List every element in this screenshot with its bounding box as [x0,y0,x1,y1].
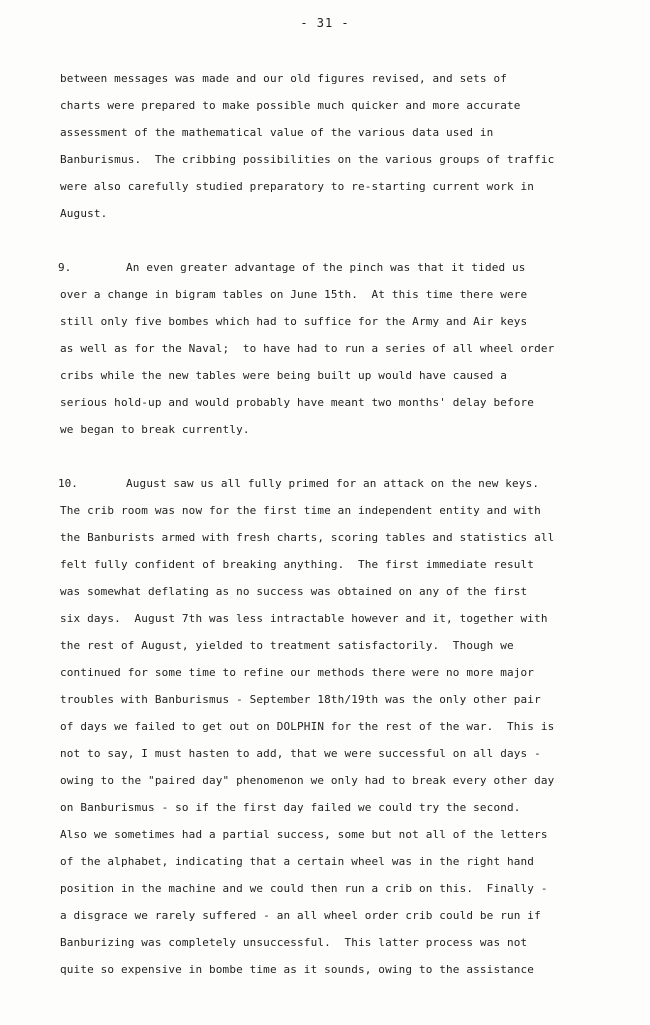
text-line: as well as for the Naval; to have had to run a series of all wheel order [60,342,555,355]
text-line: over a change in bigram tables on June 15th. At this time there were [60,288,528,301]
text-line: quite so expensive in bombe time as it sounds, owing to the assistance [60,963,535,976]
text-line: not to say, I must hasten to add, that we were successful on all days - [60,747,541,760]
text-line: August. [60,207,108,220]
text-line: The crib room was now for the first time an independent entity and with [60,504,541,517]
text-line: a disgrace we rarely suffered - an all wheel order crib could be run if [60,909,541,922]
text-line: between messages was made and our old figures revised, and sets of [60,72,507,85]
text-line: Also we sometimes had a partial success, some but not all of the letters [60,828,548,841]
text-line: six days. August 7th was less intractable however and it, together with [60,612,548,625]
text-line: An even greater advantage of the pinch was that it tided us [126,261,526,274]
text-line: charts were prepared to make possible much quicker and more accurate [60,99,521,112]
text-line: of the alphabet, indicating that a certain wheel was in the right hand [60,855,535,868]
text-line: serious hold-up and would probably have meant two months' delay before [60,396,535,409]
text-line: cribs while the new tables were being built up would have caused a [60,369,507,382]
text-line: Banburismus. The cribbing possibilities on the various groups of traffic [60,153,555,166]
text-line: August saw us all fully primed for an attack on the new keys. [126,477,540,490]
page-number: - 31 - [300,16,350,30]
text-line: continued for some time to refine our methods there were no more major [60,666,535,679]
text-line: on Banburismus - so if the first day failed we could try the second. [60,801,521,814]
text-line: Banburizing was completely unsuccessful. This latter process was not [60,936,528,949]
paragraph-number: 10. [58,477,78,490]
text-line: troubles with Banburismus - September 18th/19th was the only other pair [60,693,541,706]
paragraph-number: 9. [58,261,72,274]
text-line: still only five bombes which had to suffice for the Army and Air keys [60,315,528,328]
text-line: of days we failed to get out on DOLPHIN for the rest of the war. This is [60,720,555,733]
text-line: we began to break currently. [60,423,250,436]
text-line: felt fully confident of breaking anything. The first immediate result [60,558,535,571]
text-line: owing to the "paired day" phenomenon we only had to break every other day [60,774,555,787]
text-line: position in the machine and we could then run a crib on this. Finally - [60,882,548,895]
text-line: was somewhat deflating as no success was obtained on any of the first [60,585,528,598]
text-line: were also carefully studied preparatory to re-starting current work in [60,180,535,193]
text-line: the rest of August, yielded to treatment satisfactorily. Though we [60,639,514,652]
text-line: assessment of the mathematical value of the various data used in [60,126,494,139]
text-line: the Banburists armed with fresh charts, scoring tables and statistics all [60,531,555,544]
